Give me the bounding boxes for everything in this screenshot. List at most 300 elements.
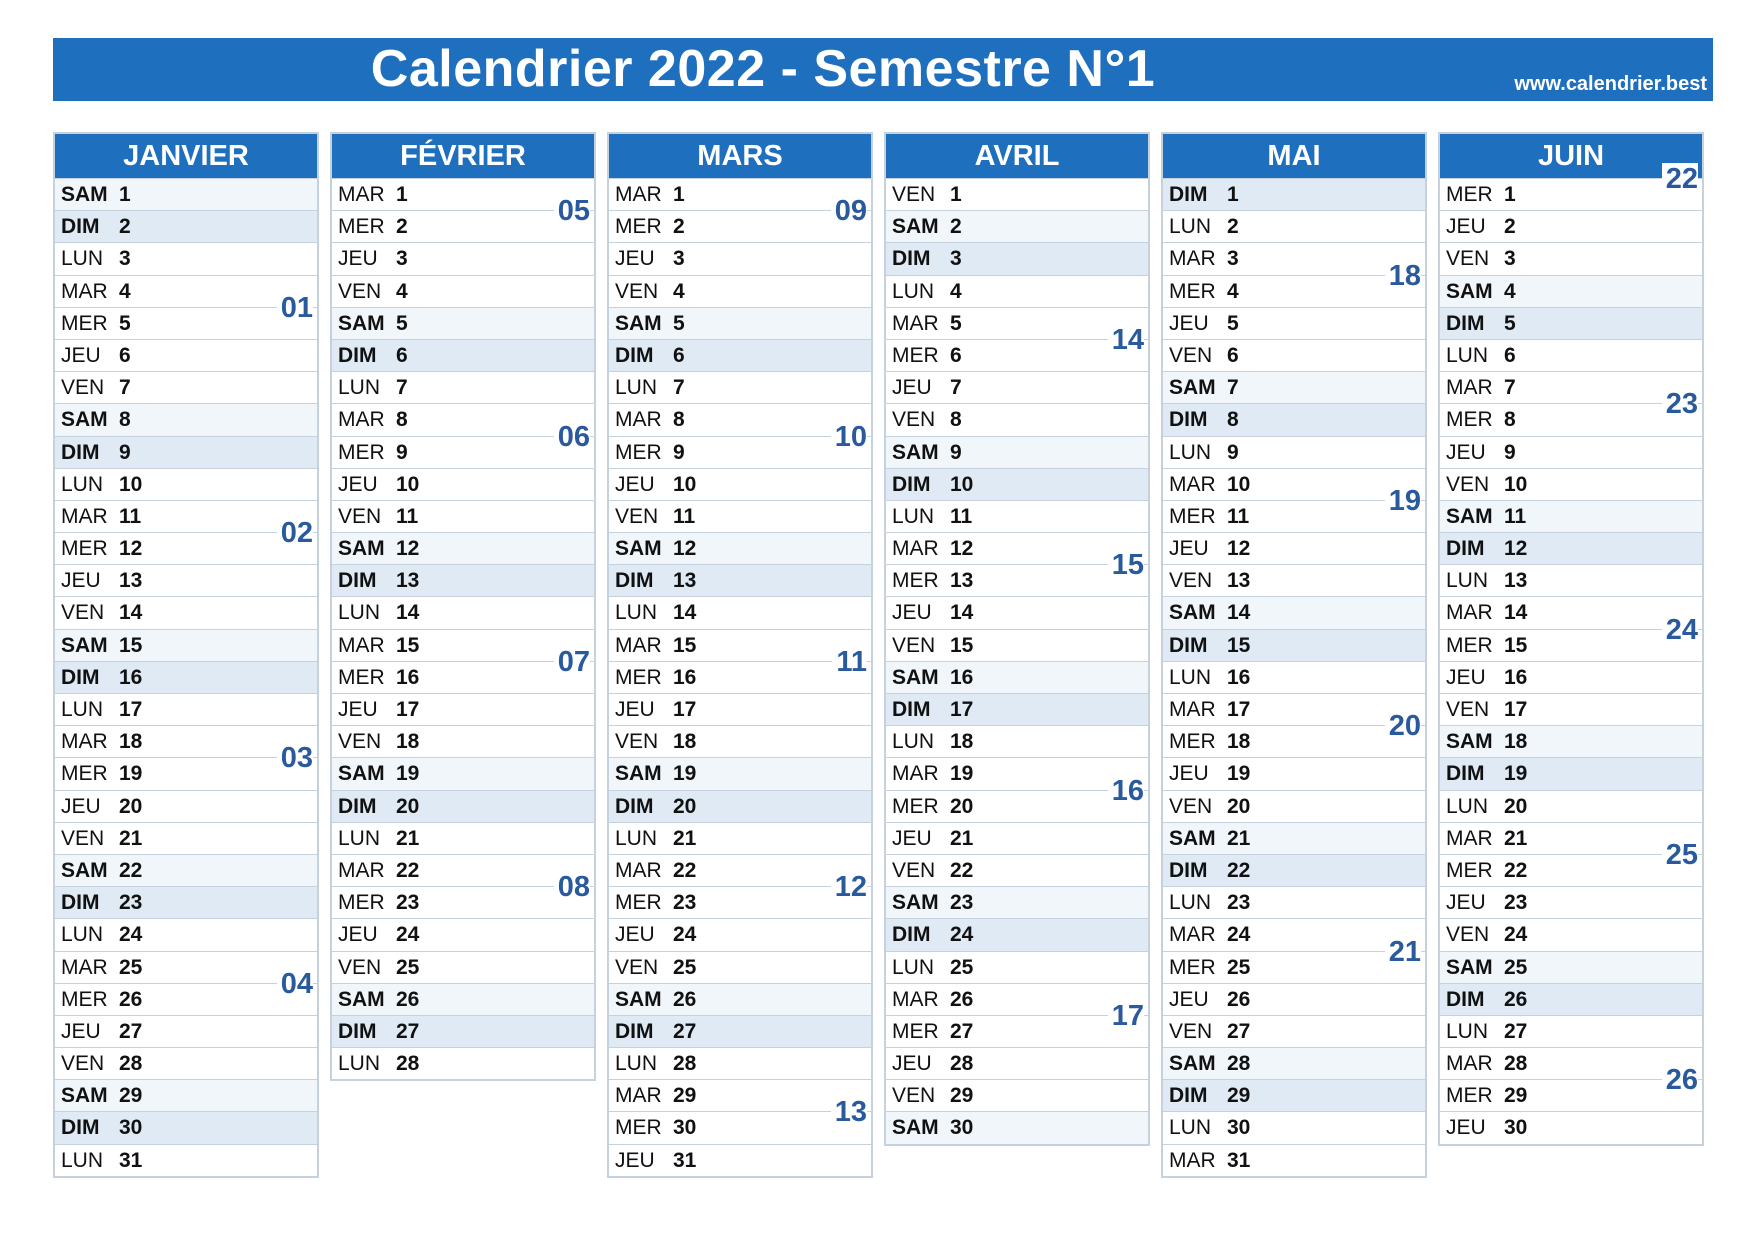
day-of-week: MAR xyxy=(1169,472,1216,496)
day-row xyxy=(55,661,317,693)
week-number: 04 xyxy=(277,968,313,1000)
day-of-week: MAR xyxy=(61,279,108,303)
day-row xyxy=(886,436,1148,468)
day-number: 18 xyxy=(1504,730,1528,754)
day-row xyxy=(609,1047,871,1079)
day-of-week: SAM xyxy=(892,440,939,464)
month-header: MARS xyxy=(609,134,871,178)
day-row xyxy=(609,532,871,564)
day-number: 8 xyxy=(396,408,408,432)
day-row xyxy=(1163,757,1425,789)
day-of-week: JEU xyxy=(615,472,655,496)
day-of-week: VEN xyxy=(1446,472,1490,496)
day-number: 9 xyxy=(950,440,962,464)
day-of-week: VEN xyxy=(338,955,382,979)
day-number: 31 xyxy=(673,1148,697,1172)
day-of-week: VEN xyxy=(892,183,936,206)
day-number: 19 xyxy=(673,762,697,786)
day-number: 18 xyxy=(673,730,697,754)
day-number: 27 xyxy=(950,1019,974,1043)
day-of-week: LUN xyxy=(892,955,935,979)
day-of-week: SAM xyxy=(1169,1052,1216,1076)
day-of-week: MAR xyxy=(338,183,385,206)
day-number: 12 xyxy=(950,537,974,561)
week-number: 16 xyxy=(1108,775,1144,807)
week-number: 11 xyxy=(832,646,867,678)
day-of-week: DIM xyxy=(1446,987,1485,1011)
day-number: 20 xyxy=(1227,794,1251,818)
day-number: 20 xyxy=(119,794,143,818)
day-number: 13 xyxy=(950,569,974,593)
day-number: 11 xyxy=(396,504,419,528)
day-of-week: JEU xyxy=(61,1019,101,1043)
day-number: 2 xyxy=(1227,215,1239,239)
day-number: 1 xyxy=(1504,183,1516,206)
day-number: 24 xyxy=(673,923,697,947)
day-row xyxy=(886,951,1148,983)
day-number: 25 xyxy=(950,955,974,979)
day-row xyxy=(332,790,594,822)
week-number: 12 xyxy=(831,871,867,903)
week-number: 24 xyxy=(1662,614,1698,646)
day-of-week: SAM xyxy=(338,762,385,786)
day-number: 19 xyxy=(119,762,143,786)
day-of-week: MER xyxy=(338,891,385,915)
day-of-week: SAM xyxy=(61,183,108,206)
day-number: 4 xyxy=(950,279,962,303)
day-number: 18 xyxy=(1227,730,1251,754)
day-number: 22 xyxy=(1227,858,1251,882)
day-number: 6 xyxy=(119,343,131,367)
day-row xyxy=(609,757,871,789)
day-number: 1 xyxy=(673,183,685,206)
day-number: 29 xyxy=(950,1084,974,1108)
day-row xyxy=(332,1047,594,1079)
day-number: 11 xyxy=(673,504,696,528)
day-of-week: VEN xyxy=(892,858,936,882)
day-of-week: LUN xyxy=(338,826,381,850)
day-number: 9 xyxy=(1504,440,1516,464)
week-number: 17 xyxy=(1108,1000,1144,1032)
day-row xyxy=(1440,725,1702,757)
day-number: 2 xyxy=(1504,215,1516,239)
day-row xyxy=(55,596,317,628)
day-of-week: JEU xyxy=(892,826,932,850)
day-of-week: SAM xyxy=(61,633,108,657)
day-number: 4 xyxy=(1504,279,1516,303)
day-of-week: VEN xyxy=(1169,569,1213,593)
day-of-week: JEU xyxy=(615,698,655,721)
day-row xyxy=(1163,790,1425,822)
page-title: Calendrier 2022 - Semestre N°1 xyxy=(370,40,1156,98)
day-of-week: JEU xyxy=(1169,987,1209,1011)
day-of-week: LUN xyxy=(1446,794,1489,818)
month-column-1 xyxy=(330,132,596,1081)
week-number: 15 xyxy=(1108,549,1144,581)
day-row xyxy=(55,854,317,886)
day-number: 20 xyxy=(673,794,697,818)
day-number: 23 xyxy=(1504,891,1528,915)
day-of-week: JEU xyxy=(1446,891,1486,915)
day-number: 18 xyxy=(396,730,420,754)
day-of-week: VEN xyxy=(892,408,936,432)
day-number: 29 xyxy=(1227,1084,1251,1108)
day-number: 2 xyxy=(396,215,408,239)
day-number: 26 xyxy=(1504,987,1528,1011)
day-of-week: MER xyxy=(615,215,662,239)
day-row xyxy=(1163,1079,1425,1111)
day-of-week: JEU xyxy=(615,1148,655,1172)
day-number: 15 xyxy=(673,633,697,657)
day-number: 17 xyxy=(1504,698,1528,721)
day-of-week: LUN xyxy=(1446,1019,1489,1043)
day-number: 26 xyxy=(1227,987,1251,1011)
day-of-week: SAM xyxy=(1169,601,1216,625)
day-of-week: SAM xyxy=(615,311,662,335)
day-row xyxy=(332,500,594,532)
day-row xyxy=(55,693,317,725)
day-number: 23 xyxy=(119,891,143,915)
day-of-week: DIM xyxy=(615,1019,654,1043)
day-of-week: MAR xyxy=(61,730,108,754)
day-of-week: LUN xyxy=(1169,215,1212,239)
day-of-week: LUN xyxy=(1169,891,1212,915)
day-number: 30 xyxy=(1227,1116,1251,1140)
day-number: 15 xyxy=(1504,633,1528,657)
day-row xyxy=(609,790,871,822)
day-of-week: MER xyxy=(892,569,939,593)
day-number: 17 xyxy=(1227,698,1251,721)
day-row xyxy=(609,596,871,628)
week-number: 10 xyxy=(831,421,867,453)
day-of-week: SAM xyxy=(615,762,662,786)
day-number: 4 xyxy=(396,279,408,303)
day-of-week: VEN xyxy=(615,504,659,528)
month-column-2 xyxy=(607,132,873,1178)
day-of-week: JEU xyxy=(61,794,101,818)
day-of-week: LUN xyxy=(338,376,381,400)
day-of-week: LUN xyxy=(61,698,104,721)
day-number: 6 xyxy=(1227,343,1239,367)
day-of-week: SAM xyxy=(892,891,939,915)
day-row xyxy=(1163,532,1425,564)
day-number: 24 xyxy=(1227,923,1251,947)
day-row xyxy=(55,918,317,950)
day-number: 5 xyxy=(1227,311,1239,335)
day-of-week: JEU xyxy=(1169,311,1209,335)
day-row xyxy=(1163,564,1425,596)
day-row xyxy=(1163,307,1425,339)
day-row xyxy=(1440,275,1702,307)
day-number: 7 xyxy=(950,376,962,400)
day-number: 19 xyxy=(1227,762,1251,786)
day-of-week: MER xyxy=(61,987,108,1011)
day-row xyxy=(609,918,871,950)
day-row xyxy=(1440,693,1702,725)
day-number: 27 xyxy=(396,1019,420,1043)
day-row xyxy=(886,1111,1148,1143)
day-of-week: LUN xyxy=(615,376,658,400)
day-of-week: MAR xyxy=(615,408,662,432)
week-number: 18 xyxy=(1385,260,1421,292)
day-of-week: LUN xyxy=(1169,440,1212,464)
day-number: 14 xyxy=(1504,601,1528,625)
day-row xyxy=(55,1111,317,1143)
day-of-week: MAR xyxy=(1446,601,1493,625)
day-row xyxy=(886,275,1148,307)
day-row xyxy=(55,210,317,242)
day-row xyxy=(886,371,1148,403)
day-number: 11 xyxy=(950,504,973,528)
day-of-week: MER xyxy=(615,665,662,689)
day-row xyxy=(886,1047,1148,1079)
day-row xyxy=(1440,436,1702,468)
day-number: 21 xyxy=(673,826,697,850)
day-of-week: LUN xyxy=(61,1148,104,1172)
day-row xyxy=(609,693,871,725)
day-number: 15 xyxy=(396,633,420,657)
day-of-week: MER xyxy=(338,665,385,689)
day-number: 9 xyxy=(396,440,408,464)
day-of-week: MER xyxy=(1446,183,1493,206)
day-number: 19 xyxy=(1504,762,1528,786)
day-number: 13 xyxy=(1227,569,1251,593)
day-of-week: VEN xyxy=(615,955,659,979)
day-of-week: DIM xyxy=(338,569,377,593)
day-of-week: LUN xyxy=(1446,343,1489,367)
day-number: 24 xyxy=(950,923,974,947)
day-number: 28 xyxy=(396,1052,420,1076)
day-number: 18 xyxy=(950,730,974,754)
day-row xyxy=(55,1015,317,1047)
day-of-week: VEN xyxy=(61,826,105,850)
day-of-week: DIM xyxy=(338,343,377,367)
day-number: 26 xyxy=(673,987,697,1011)
day-row xyxy=(332,275,594,307)
day-row xyxy=(1440,210,1702,242)
day-of-week: JEU xyxy=(338,247,378,271)
week-number: 01 xyxy=(277,292,313,324)
day-of-week: MER xyxy=(615,440,662,464)
day-number: 9 xyxy=(119,440,131,464)
day-number: 30 xyxy=(119,1116,143,1140)
day-number: 27 xyxy=(119,1019,143,1043)
day-of-week: VEN xyxy=(1169,343,1213,367)
day-of-week: MER xyxy=(1446,858,1493,882)
day-of-week: MER xyxy=(1446,408,1493,432)
day-row xyxy=(886,629,1148,661)
day-number: 29 xyxy=(1504,1084,1528,1108)
day-of-week: MER xyxy=(1169,730,1216,754)
day-of-week: JEU xyxy=(892,601,932,625)
week-number: 14 xyxy=(1108,324,1144,356)
day-row xyxy=(332,339,594,371)
week-number: 23 xyxy=(1662,388,1698,420)
day-row xyxy=(1163,661,1425,693)
day-row xyxy=(332,951,594,983)
day-number: 12 xyxy=(673,537,697,561)
day-row xyxy=(1163,710,1425,757)
day-row xyxy=(1163,1015,1425,1047)
day-of-week: LUN xyxy=(61,247,104,271)
day-of-week: MER xyxy=(61,762,108,786)
day-row xyxy=(1440,163,1702,210)
day-row xyxy=(609,1144,871,1176)
day-of-week: MAR xyxy=(1169,698,1216,721)
day-number: 13 xyxy=(396,569,420,593)
month-header: JANVIER xyxy=(55,134,317,178)
day-of-week: MER xyxy=(61,537,108,561)
day-row xyxy=(1163,339,1425,371)
day-row xyxy=(1163,210,1425,242)
day-number: 11 xyxy=(1504,504,1527,528)
day-number: 24 xyxy=(396,923,420,947)
day-row xyxy=(332,725,594,757)
day-of-week: DIM xyxy=(1169,183,1208,206)
day-row xyxy=(1163,436,1425,468)
day-number: 27 xyxy=(673,1019,697,1043)
day-of-week: DIM xyxy=(615,569,654,593)
day-of-week: DIM xyxy=(892,472,931,496)
day-of-week: MAR xyxy=(1169,923,1216,947)
day-number: 16 xyxy=(119,665,143,689)
day-of-week: VEN xyxy=(615,730,659,754)
day-number: 23 xyxy=(396,891,420,915)
day-of-week: MER xyxy=(61,311,108,335)
day-number: 27 xyxy=(1227,1019,1251,1043)
day-row xyxy=(1440,661,1702,693)
day-of-week: SAM xyxy=(1446,730,1493,754)
day-number: 14 xyxy=(119,601,143,625)
day-number: 25 xyxy=(673,955,697,979)
day-of-week: SAM xyxy=(615,537,662,561)
day-of-week: JEU xyxy=(892,1052,932,1076)
day-number: 8 xyxy=(673,408,685,432)
day-row xyxy=(1440,339,1702,371)
day-number: 23 xyxy=(1227,891,1251,915)
day-of-week: DIM xyxy=(892,698,931,721)
week-number: 20 xyxy=(1385,710,1421,742)
day-row xyxy=(1440,886,1702,918)
day-of-week: SAM xyxy=(61,408,108,432)
day-number: 9 xyxy=(1227,440,1239,464)
day-of-week: MER xyxy=(338,215,385,239)
day-of-week: MER xyxy=(615,891,662,915)
day-row xyxy=(609,725,871,757)
day-number: 25 xyxy=(119,955,143,979)
day-number: 22 xyxy=(673,858,697,882)
day-row xyxy=(886,886,1148,918)
day-row xyxy=(1163,629,1425,661)
day-of-week: VEN xyxy=(615,279,659,303)
day-number: 3 xyxy=(119,247,131,271)
day-number: 26 xyxy=(950,987,974,1011)
day-row xyxy=(55,468,317,500)
day-row xyxy=(55,178,317,210)
day-row xyxy=(609,871,871,918)
day-row xyxy=(886,1079,1148,1111)
day-of-week: JEU xyxy=(1446,1116,1486,1140)
day-number: 8 xyxy=(119,408,131,432)
title-banner xyxy=(53,38,1713,101)
day-of-week: MAR xyxy=(1446,376,1493,400)
day-of-week: JEU xyxy=(61,343,101,367)
day-number: 9 xyxy=(673,440,685,464)
day-number: 8 xyxy=(950,408,962,432)
day-number: 22 xyxy=(950,858,974,882)
day-number: 12 xyxy=(1227,537,1251,561)
day-row xyxy=(1440,1015,1702,1047)
day-row xyxy=(1440,307,1702,339)
day-row xyxy=(609,983,871,1015)
day-number: 25 xyxy=(396,955,420,979)
day-of-week: DIM xyxy=(1446,762,1485,786)
day-number: 16 xyxy=(950,665,974,689)
day-number: 16 xyxy=(673,665,697,689)
day-number: 2 xyxy=(673,215,685,239)
day-of-week: SAM xyxy=(338,987,385,1011)
day-number: 1 xyxy=(950,183,962,206)
day-row xyxy=(1163,1144,1425,1176)
day-row xyxy=(886,661,1148,693)
day-number: 30 xyxy=(673,1116,697,1140)
day-number: 29 xyxy=(673,1084,697,1108)
day-number: 15 xyxy=(119,633,143,657)
day-number: 3 xyxy=(1504,247,1516,271)
day-of-week: MAR xyxy=(892,537,939,561)
day-number: 8 xyxy=(1504,408,1516,432)
day-of-week: SAM xyxy=(1446,955,1493,979)
day-of-week: SAM xyxy=(1169,826,1216,850)
day-number: 3 xyxy=(673,247,685,271)
week-number: 05 xyxy=(554,195,590,227)
day-of-week: VEN xyxy=(892,1084,936,1108)
day-of-week: JEU xyxy=(1169,537,1209,561)
day-of-week: SAM xyxy=(892,1116,939,1140)
day-number: 18 xyxy=(119,730,143,754)
day-number: 2 xyxy=(119,215,131,239)
day-number: 13 xyxy=(1504,569,1528,593)
week-number: 09 xyxy=(831,195,867,227)
day-of-week: MAR xyxy=(338,858,385,882)
day-row xyxy=(1440,918,1702,950)
day-of-week: DIM xyxy=(61,1116,100,1140)
day-number: 22 xyxy=(396,858,420,882)
week-number: 06 xyxy=(554,421,590,453)
day-of-week: JEU xyxy=(338,698,378,721)
day-row xyxy=(55,242,317,274)
day-number: 24 xyxy=(1504,923,1528,947)
day-of-week: VEN xyxy=(338,504,382,528)
day-number: 7 xyxy=(396,376,408,400)
day-of-week: LUN xyxy=(1169,1116,1212,1140)
day-number: 7 xyxy=(1227,376,1239,400)
day-of-week: DIM xyxy=(1446,311,1485,335)
day-number: 31 xyxy=(1227,1148,1251,1172)
day-of-week: VEN xyxy=(1169,794,1213,818)
day-row xyxy=(55,886,317,918)
day-row xyxy=(332,532,594,564)
day-number: 17 xyxy=(119,698,143,721)
day-number: 23 xyxy=(950,891,974,915)
day-number: 12 xyxy=(396,537,420,561)
day-number: 5 xyxy=(119,311,131,335)
month-header: MAI xyxy=(1163,134,1425,178)
day-number: 31 xyxy=(119,1148,143,1172)
day-number: 5 xyxy=(950,311,962,335)
day-of-week: DIM xyxy=(61,440,100,464)
day-row xyxy=(609,307,871,339)
